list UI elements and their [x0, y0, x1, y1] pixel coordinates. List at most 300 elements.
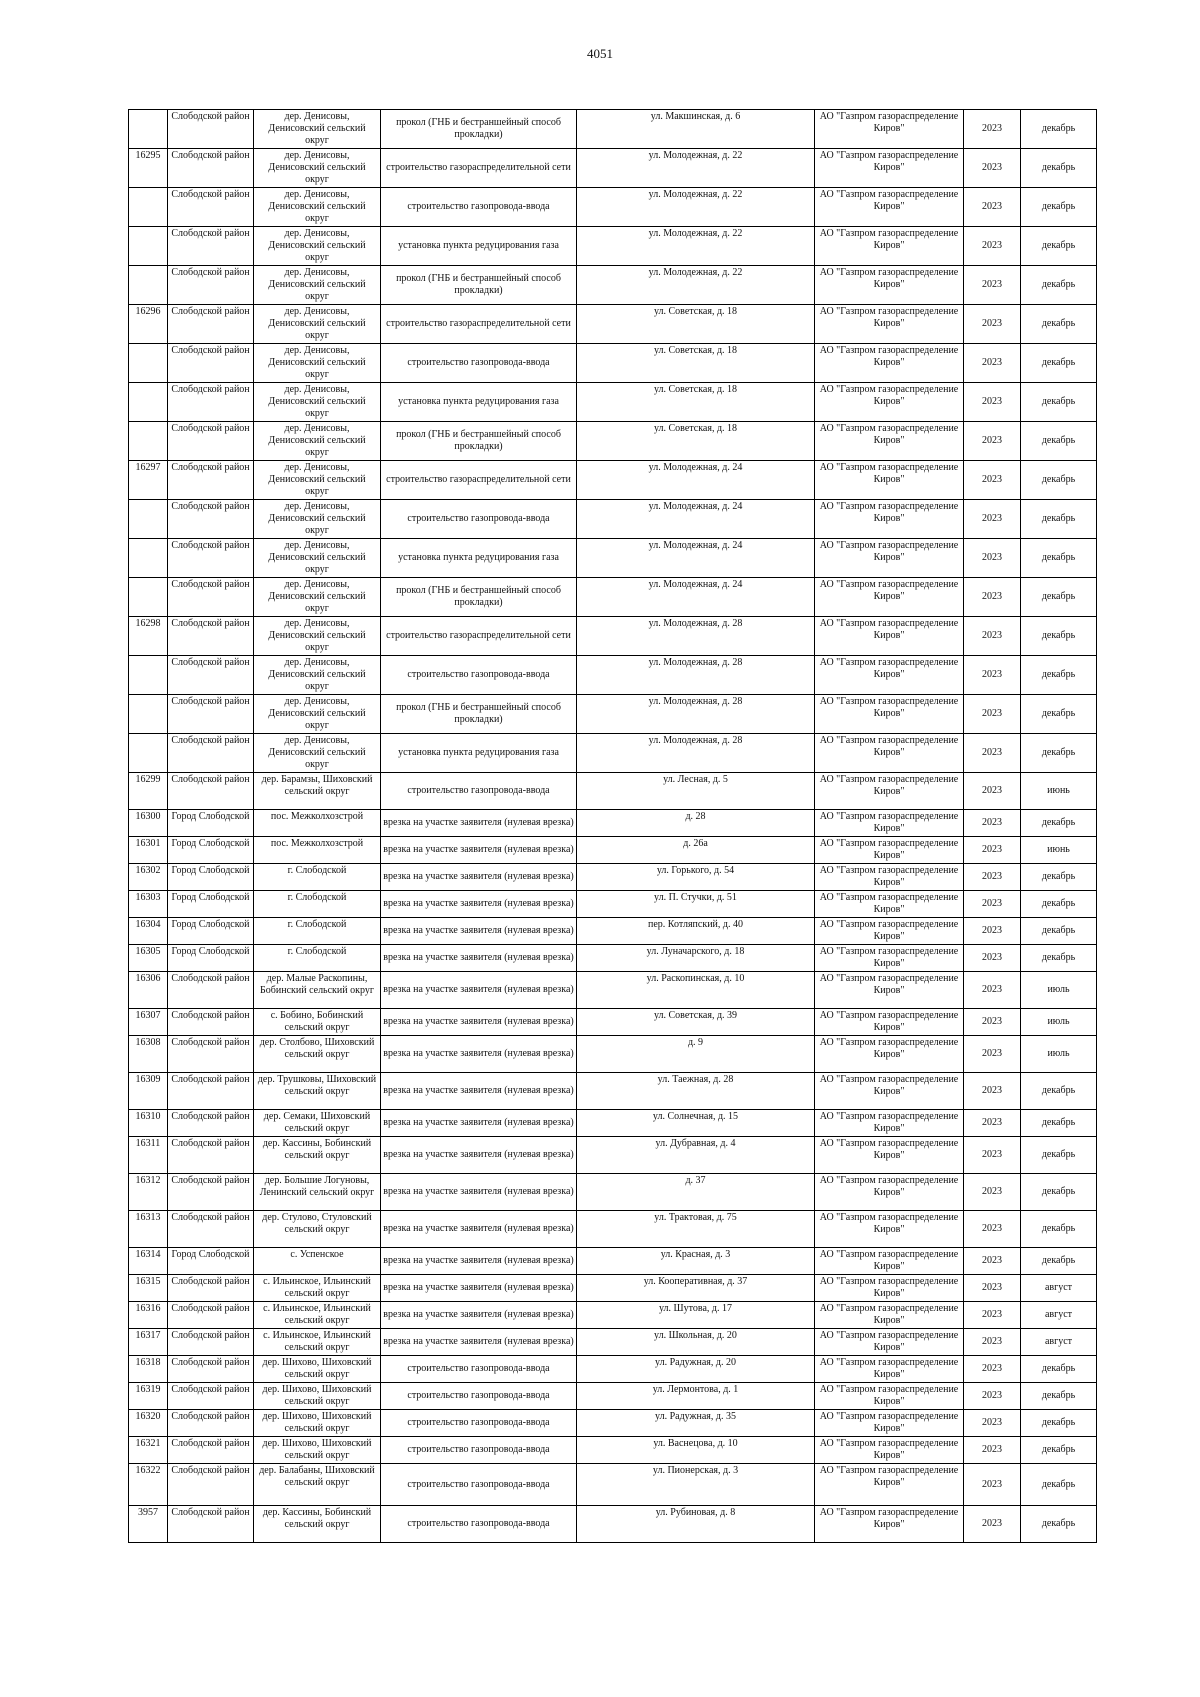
cell-work-type: врезка на участке заявителя (нулевая врезка)	[381, 1211, 577, 1248]
cell-work-type: строительство газопровода-ввода	[381, 188, 577, 227]
table-row	[129, 1275, 1097, 1302]
cell-work-type: врезка на участке заявителя (нулевая врезка)	[381, 1329, 577, 1356]
cell-settlement: дер. Шихово, Шиховский сельский округ	[254, 1383, 381, 1410]
cell-address: ул. Горького, д. 54	[577, 864, 815, 891]
cell-work-type: установка пункта редуцирования газа	[381, 227, 577, 266]
cell-year: 2023	[964, 945, 1021, 972]
table-row	[129, 837, 1097, 864]
cell-address: пер. Котляпский, д. 40	[577, 918, 815, 945]
cell-number: 16311	[129, 1137, 168, 1174]
cell-number: 16314	[129, 1248, 168, 1275]
cell-address: ул. Молодежная, д. 22	[577, 227, 815, 266]
cell-address: ул. Макшинская, д. 6	[577, 110, 815, 149]
cell-district: Слободской район	[168, 461, 254, 500]
table-row	[129, 918, 1097, 945]
page-number: 4051	[587, 46, 613, 61]
cell-year: 2023	[964, 500, 1021, 539]
cell-work-type: строительство газопровода-ввода	[381, 656, 577, 695]
cell-district: Слободской район	[168, 695, 254, 734]
cell-year: 2023	[964, 578, 1021, 617]
cell-district: Слободской район	[168, 344, 254, 383]
cell-year: 2023	[964, 864, 1021, 891]
cell-work-type: врезка на участке заявителя (нулевая врезка)	[381, 1248, 577, 1275]
cell-month: июль	[1021, 1009, 1097, 1036]
cell-district: Слободской район	[168, 1506, 254, 1543]
cell-month: декабрь	[1021, 1248, 1097, 1275]
cell-address: ул. Таежная, д. 28	[577, 1073, 815, 1110]
cell-organization: АО "Газпром газораспределение Киров"	[815, 539, 964, 578]
cell-number	[129, 500, 168, 539]
cell-month: декабрь	[1021, 656, 1097, 695]
cell-year: 2023	[964, 918, 1021, 945]
cell-year: 2023	[964, 305, 1021, 344]
cell-year: 2023	[964, 1329, 1021, 1356]
cell-work-type: врезка на участке заявителя (нулевая врезка)	[381, 1073, 577, 1110]
cell-district: Город Слободской	[168, 837, 254, 864]
table-row	[129, 422, 1097, 461]
cell-work-type: врезка на участке заявителя (нулевая врезка)	[381, 1275, 577, 1302]
cell-settlement: дер. Шихово, Шиховский сельский округ	[254, 1437, 381, 1464]
cell-number: 16322	[129, 1464, 168, 1506]
cell-year: 2023	[964, 617, 1021, 656]
cell-month: декабрь	[1021, 1506, 1097, 1543]
cell-work-type: врезка на участке заявителя (нулевая врезка)	[381, 810, 577, 837]
cell-number: 16319	[129, 1383, 168, 1410]
cell-year: 2023	[964, 891, 1021, 918]
cell-year: 2023	[964, 656, 1021, 695]
cell-address: ул. Школьная, д. 20	[577, 1329, 815, 1356]
cell-month: декабрь	[1021, 1174, 1097, 1211]
cell-settlement: г. Слободской	[254, 945, 381, 972]
cell-work-type: врезка на участке заявителя (нулевая врезка)	[381, 1036, 577, 1073]
cell-settlement: дер. Барамзы, Шиховский сельский округ	[254, 773, 381, 810]
cell-year: 2023	[964, 695, 1021, 734]
cell-organization: АО "Газпром газораспределение Киров"	[815, 864, 964, 891]
cell-district: Слободской район	[168, 188, 254, 227]
cell-number: 16310	[129, 1110, 168, 1137]
cell-organization: АО "Газпром газораспределение Киров"	[815, 500, 964, 539]
cell-settlement: с. Успенское	[254, 1248, 381, 1275]
cell-number: 3957	[129, 1506, 168, 1543]
cell-number: 16309	[129, 1073, 168, 1110]
table-row	[129, 656, 1097, 695]
cell-work-type: строительство газораспределительной сети	[381, 149, 577, 188]
table-row	[129, 1410, 1097, 1437]
cell-month: декабрь	[1021, 1073, 1097, 1110]
cell-year: 2023	[964, 539, 1021, 578]
cell-number	[129, 227, 168, 266]
cell-number: 16320	[129, 1410, 168, 1437]
cell-address: ул. Молодежная, д. 24	[577, 461, 815, 500]
cell-year: 2023	[964, 1437, 1021, 1464]
cell-address: ул. Советская, д. 18	[577, 305, 815, 344]
cell-district: Слободской район	[168, 1036, 254, 1073]
cell-address: ул. Молодежная, д. 28	[577, 656, 815, 695]
cell-settlement: с. Ильинское, Ильинский сельский округ	[254, 1329, 381, 1356]
cell-organization: АО "Газпром газораспределение Киров"	[815, 945, 964, 972]
table-row	[129, 1356, 1097, 1383]
cell-month: июль	[1021, 972, 1097, 1009]
cell-district: Слободской район	[168, 1110, 254, 1137]
cell-month: декабрь	[1021, 1137, 1097, 1174]
table-row	[129, 188, 1097, 227]
table-row	[129, 945, 1097, 972]
cell-organization: АО "Газпром газораспределение Киров"	[815, 810, 964, 837]
cell-month: декабрь	[1021, 1464, 1097, 1506]
cell-district: Слободской район	[168, 539, 254, 578]
cell-settlement: дер. Денисовы, Денисовский сельский округ	[254, 500, 381, 539]
cell-work-type: прокол (ГНБ и бестраншейный способ прокладки)	[381, 578, 577, 617]
cell-year: 2023	[964, 1211, 1021, 1248]
cell-address: ул. Шутова, д. 17	[577, 1302, 815, 1329]
cell-year: 2023	[964, 1036, 1021, 1073]
cell-settlement: дер. Трушковы, Шиховский сельский округ	[254, 1073, 381, 1110]
cell-organization: АО "Газпром газораспределение Киров"	[815, 617, 964, 656]
cell-work-type: врезка на участке заявителя (нулевая врезка)	[381, 918, 577, 945]
cell-address: ул. Раскопинская, д. 10	[577, 972, 815, 1009]
cell-district: Город Слободской	[168, 1248, 254, 1275]
cell-district: Слободской район	[168, 656, 254, 695]
cell-month: август	[1021, 1275, 1097, 1302]
cell-year: 2023	[964, 422, 1021, 461]
cell-address: ул. Молодежная, д. 24	[577, 500, 815, 539]
cell-work-type: врезка на участке заявителя (нулевая врезка)	[381, 837, 577, 864]
table-row	[129, 1506, 1097, 1543]
cell-address: ул. Молодежная, д. 22	[577, 188, 815, 227]
table-row	[129, 1211, 1097, 1248]
cell-settlement: дер. Шихово, Шиховский сельский округ	[254, 1410, 381, 1437]
cell-organization: АО "Газпром газораспределение Киров"	[815, 656, 964, 695]
cell-organization: АО "Газпром газораспределение Киров"	[815, 1211, 964, 1248]
cell-district: Город Слободской	[168, 810, 254, 837]
cell-settlement: дер. Денисовы, Денисовский сельский округ	[254, 110, 381, 149]
cell-address: ул. Васнецова, д. 10	[577, 1437, 815, 1464]
cell-address: ул. Советская, д. 18	[577, 422, 815, 461]
cell-district: Слободской район	[168, 1211, 254, 1248]
cell-work-type: строительство газопровода-ввода	[381, 773, 577, 810]
cell-number: 16321	[129, 1437, 168, 1464]
cell-settlement: г. Слободской	[254, 918, 381, 945]
cell-organization: АО "Газпром газораспределение Киров"	[815, 578, 964, 617]
cell-settlement: дер. Балабаны, Шиховский сельский округ	[254, 1464, 381, 1506]
table-row	[129, 1174, 1097, 1211]
cell-work-type: врезка на участке заявителя (нулевая врезка)	[381, 945, 577, 972]
cell-year: 2023	[964, 266, 1021, 305]
cell-number: 16317	[129, 1329, 168, 1356]
cell-district: Слободской район	[168, 110, 254, 149]
cell-organization: АО "Газпром газораспределение Киров"	[815, 461, 964, 500]
cell-address: ул. Луначарского, д. 18	[577, 945, 815, 972]
cell-organization: АО "Газпром газораспределение Киров"	[815, 188, 964, 227]
cell-settlement: дер. Денисовы, Денисовский сельский округ	[254, 461, 381, 500]
cell-work-type: строительство газораспределительной сети	[381, 461, 577, 500]
cell-address: ул. Молодежная, д. 22	[577, 266, 815, 305]
cell-work-type: врезка на участке заявителя (нулевая врезка)	[381, 1174, 577, 1211]
cell-organization: АО "Газпром газораспределение Киров"	[815, 266, 964, 305]
cell-month: декабрь	[1021, 149, 1097, 188]
cell-organization: АО "Газпром газораспределение Киров"	[815, 1302, 964, 1329]
cell-month: декабрь	[1021, 918, 1097, 945]
cell-month: июнь	[1021, 773, 1097, 810]
cell-organization: АО "Газпром газораспределение Киров"	[815, 1275, 964, 1302]
cell-organization: АО "Газпром газораспределение Киров"	[815, 344, 964, 383]
cell-address: ул. Советская, д. 18	[577, 344, 815, 383]
cell-year: 2023	[964, 1137, 1021, 1174]
cell-year: 2023	[964, 1174, 1021, 1211]
cell-number: 16302	[129, 864, 168, 891]
cell-address: ул. Молодежная, д. 24	[577, 539, 815, 578]
cell-settlement: дер. Большие Логуновы, Ленинский сельский округ	[254, 1174, 381, 1211]
cell-month: декабрь	[1021, 383, 1097, 422]
cell-settlement: с. Ильинское, Ильинский сельский округ	[254, 1302, 381, 1329]
cell-organization: АО "Газпром газораспределение Киров"	[815, 1329, 964, 1356]
cell-work-type: строительство газораспределительной сети	[381, 305, 577, 344]
cell-year: 2023	[964, 227, 1021, 266]
cell-address: ул. Молодежная, д. 28	[577, 734, 815, 773]
cell-settlement: г. Слободской	[254, 891, 381, 918]
cell-district: Город Слободской	[168, 891, 254, 918]
cell-organization: АО "Газпром газораспределение Киров"	[815, 1410, 964, 1437]
cell-year: 2023	[964, 344, 1021, 383]
cell-month: декабрь	[1021, 695, 1097, 734]
cell-number	[129, 188, 168, 227]
cell-work-type: врезка на участке заявителя (нулевая врезка)	[381, 891, 577, 918]
cell-district: Слободской район	[168, 500, 254, 539]
cell-settlement: пос. Межколхозстрой	[254, 837, 381, 864]
cell-settlement: дер. Столбово, Шиховский сельский округ	[254, 1036, 381, 1073]
cell-settlement: дер. Денисовы, Денисовский сельский округ	[254, 422, 381, 461]
cell-organization: АО "Газпром газораспределение Киров"	[815, 1137, 964, 1174]
cell-number	[129, 422, 168, 461]
cell-settlement: г. Слободской	[254, 864, 381, 891]
cell-month: декабрь	[1021, 891, 1097, 918]
cell-number: 16318	[129, 1356, 168, 1383]
cell-year: 2023	[964, 188, 1021, 227]
cell-settlement: дер. Кассины, Бобинский сельский округ	[254, 1506, 381, 1543]
table-row	[129, 1073, 1097, 1110]
cell-month: декабрь	[1021, 810, 1097, 837]
cell-district: Слободской район	[168, 149, 254, 188]
cell-settlement: дер. Денисовы, Денисовский сельский округ	[254, 305, 381, 344]
cell-month: декабрь	[1021, 1383, 1097, 1410]
table-row	[129, 1137, 1097, 1174]
cell-organization: АО "Газпром газораспределение Киров"	[815, 1036, 964, 1073]
cell-work-type: врезка на участке заявителя (нулевая врезка)	[381, 864, 577, 891]
table-row	[129, 1464, 1097, 1506]
table-row	[129, 695, 1097, 734]
cell-work-type: строительство газопровода-ввода	[381, 344, 577, 383]
cell-organization: АО "Газпром газораспределение Киров"	[815, 1356, 964, 1383]
cell-settlement: дер. Денисовы, Денисовский сельский округ	[254, 266, 381, 305]
cell-number: 16315	[129, 1275, 168, 1302]
cell-number	[129, 539, 168, 578]
cell-number: 16313	[129, 1211, 168, 1248]
cell-number	[129, 266, 168, 305]
cell-settlement: дер. Денисовы, Денисовский сельский округ	[254, 539, 381, 578]
cell-district: Слободской район	[168, 1302, 254, 1329]
cell-address: ул. Молодежная, д. 28	[577, 617, 815, 656]
table-row	[129, 810, 1097, 837]
table-row	[129, 972, 1097, 1009]
cell-settlement: дер. Денисовы, Денисовский сельский округ	[254, 227, 381, 266]
cell-organization: АО "Газпром газораспределение Киров"	[815, 149, 964, 188]
cell-number	[129, 578, 168, 617]
cell-year: 2023	[964, 1506, 1021, 1543]
cell-organization: АО "Газпром газораспределение Киров"	[815, 383, 964, 422]
table-row	[129, 1248, 1097, 1275]
cell-settlement: дер. Денисовы, Денисовский сельский округ	[254, 188, 381, 227]
cell-district: Слободской район	[168, 578, 254, 617]
cell-organization: АО "Газпром газораспределение Киров"	[815, 1383, 964, 1410]
cell-organization: АО "Газпром газораспределение Киров"	[815, 1073, 964, 1110]
cell-month: декабрь	[1021, 344, 1097, 383]
cell-month: декабрь	[1021, 188, 1097, 227]
cell-address: ул. Пионерская, д. 3	[577, 1464, 815, 1506]
cell-settlement: с. Бобино, Бобинский сельский округ	[254, 1009, 381, 1036]
cell-settlement: с. Ильинское, Ильинский сельский округ	[254, 1275, 381, 1302]
cell-month: июнь	[1021, 837, 1097, 864]
table-row	[129, 1009, 1097, 1036]
cell-month: декабрь	[1021, 305, 1097, 344]
cell-work-type: врезка на участке заявителя (нулевая врезка)	[381, 1302, 577, 1329]
cell-district: Город Слободской	[168, 945, 254, 972]
cell-organization: АО "Газпром газораспределение Киров"	[815, 305, 964, 344]
cell-year: 2023	[964, 1248, 1021, 1275]
cell-month: декабрь	[1021, 578, 1097, 617]
table-row	[129, 1110, 1097, 1137]
table-row	[129, 578, 1097, 617]
cell-address: ул. Трактовая, д. 75	[577, 1211, 815, 1248]
cell-work-type: строительство газопровода-ввода	[381, 1464, 577, 1506]
cell-month: декабрь	[1021, 461, 1097, 500]
cell-settlement: дер. Стулово, Стуловский сельский округ	[254, 1211, 381, 1248]
cell-month: июль	[1021, 1036, 1097, 1073]
table-row	[129, 1036, 1097, 1073]
cell-year: 2023	[964, 773, 1021, 810]
cell-district: Слободской район	[168, 972, 254, 1009]
cell-district: Слободской район	[168, 266, 254, 305]
cell-organization: АО "Газпром газораспределение Киров"	[815, 227, 964, 266]
cell-work-type: прокол (ГНБ и бестраншейный способ прокладки)	[381, 110, 577, 149]
cell-month: декабрь	[1021, 1356, 1097, 1383]
cell-year: 2023	[964, 149, 1021, 188]
cell-address: ул. Рубиновая, д. 8	[577, 1506, 815, 1543]
cell-address: ул. Радужная, д. 35	[577, 1410, 815, 1437]
cell-work-type: врезка на участке заявителя (нулевая врезка)	[381, 972, 577, 1009]
cell-address: ул. Кооперативная, д. 37	[577, 1275, 815, 1302]
cell-month: декабрь	[1021, 1410, 1097, 1437]
table-row	[129, 864, 1097, 891]
cell-number: 16306	[129, 972, 168, 1009]
cell-address: ул. Дубравная, д. 4	[577, 1137, 815, 1174]
cell-month: декабрь	[1021, 500, 1097, 539]
cell-district: Слободской район	[168, 1174, 254, 1211]
table-row	[129, 617, 1097, 656]
cell-organization: АО "Газпром газораспределение Киров"	[815, 1174, 964, 1211]
cell-work-type: строительство газопровода-ввода	[381, 1410, 577, 1437]
cell-number: 16298	[129, 617, 168, 656]
cell-district: Слободской район	[168, 305, 254, 344]
cell-address: ул. Молодежная, д. 22	[577, 149, 815, 188]
cell-district: Слободской район	[168, 617, 254, 656]
table-row	[129, 734, 1097, 773]
cell-work-type: прокол (ГНБ и бестраншейный способ прокладки)	[381, 266, 577, 305]
cell-number: 16297	[129, 461, 168, 500]
cell-month: декабрь	[1021, 422, 1097, 461]
cell-organization: АО "Газпром газораспределение Киров"	[815, 695, 964, 734]
cell-district: Слободской район	[168, 1437, 254, 1464]
cell-settlement: дер. Денисовы, Денисовский сельский округ	[254, 695, 381, 734]
cell-month: декабрь	[1021, 864, 1097, 891]
cell-work-type: прокол (ГНБ и бестраншейный способ прокладки)	[381, 695, 577, 734]
cell-number: 16303	[129, 891, 168, 918]
cell-settlement: дер. Денисовы, Денисовский сельский округ	[254, 617, 381, 656]
cell-work-type: установка пункта редуцирования газа	[381, 539, 577, 578]
cell-organization: АО "Газпром газораспределение Киров"	[815, 1110, 964, 1137]
cell-settlement: дер. Денисовы, Денисовский сельский округ	[254, 383, 381, 422]
table-row	[129, 773, 1097, 810]
cell-settlement: дер. Денисовы, Денисовский сельский округ	[254, 734, 381, 773]
cell-organization: АО "Газпром газораспределение Киров"	[815, 1248, 964, 1275]
cell-district: Слободской район	[168, 422, 254, 461]
cell-organization: АО "Газпром газораспределение Киров"	[815, 837, 964, 864]
table-body	[129, 110, 1097, 1543]
cell-address: ул. Советская, д. 39	[577, 1009, 815, 1036]
cell-number: 16312	[129, 1174, 168, 1211]
cell-work-type: врезка на участке заявителя (нулевая врезка)	[381, 1009, 577, 1036]
cell-number	[129, 656, 168, 695]
cell-work-type: строительство газопровода-ввода	[381, 1437, 577, 1464]
cell-number: 16305	[129, 945, 168, 972]
cell-work-type: установка пункта редуцирования газа	[381, 383, 577, 422]
cell-settlement: пос. Межколхозстрой	[254, 810, 381, 837]
cell-number: 16296	[129, 305, 168, 344]
cell-number	[129, 344, 168, 383]
cell-address: д. 37	[577, 1174, 815, 1211]
cell-year: 2023	[964, 110, 1021, 149]
cell-address: д. 28	[577, 810, 815, 837]
cell-settlement: дер. Малые Раскопины, Бобинский сельский округ	[254, 972, 381, 1009]
table-row	[129, 461, 1097, 500]
cell-month: август	[1021, 1329, 1097, 1356]
table-row	[129, 344, 1097, 383]
cell-settlement: дер. Шихово, Шиховский сельский округ	[254, 1356, 381, 1383]
cell-district: Слободской район	[168, 1329, 254, 1356]
cell-organization: АО "Газпром газораспределение Киров"	[815, 1009, 964, 1036]
cell-organization: АО "Газпром газораспределение Киров"	[815, 773, 964, 810]
cell-district: Слободской район	[168, 1383, 254, 1410]
cell-work-type: строительство газораспределительной сети	[381, 617, 577, 656]
cell-work-type: строительство газопровода-ввода	[381, 1506, 577, 1543]
cell-number: 16299	[129, 773, 168, 810]
cell-address: д. 26а	[577, 837, 815, 864]
cell-year: 2023	[964, 1383, 1021, 1410]
cell-work-type: строительство газопровода-ввода	[381, 1356, 577, 1383]
cell-district: Город Слободской	[168, 864, 254, 891]
cell-address: ул. Лесная, д. 5	[577, 773, 815, 810]
cell-month: декабрь	[1021, 1437, 1097, 1464]
cell-month: декабрь	[1021, 734, 1097, 773]
table-row	[129, 1302, 1097, 1329]
cell-year: 2023	[964, 1275, 1021, 1302]
cell-settlement: дер. Денисовы, Денисовский сельский округ	[254, 344, 381, 383]
cell-number	[129, 383, 168, 422]
table-row	[129, 266, 1097, 305]
cell-year: 2023	[964, 461, 1021, 500]
cell-year: 2023	[964, 1009, 1021, 1036]
cell-organization: АО "Газпром газораспределение Киров"	[815, 918, 964, 945]
cell-year: 2023	[964, 1073, 1021, 1110]
